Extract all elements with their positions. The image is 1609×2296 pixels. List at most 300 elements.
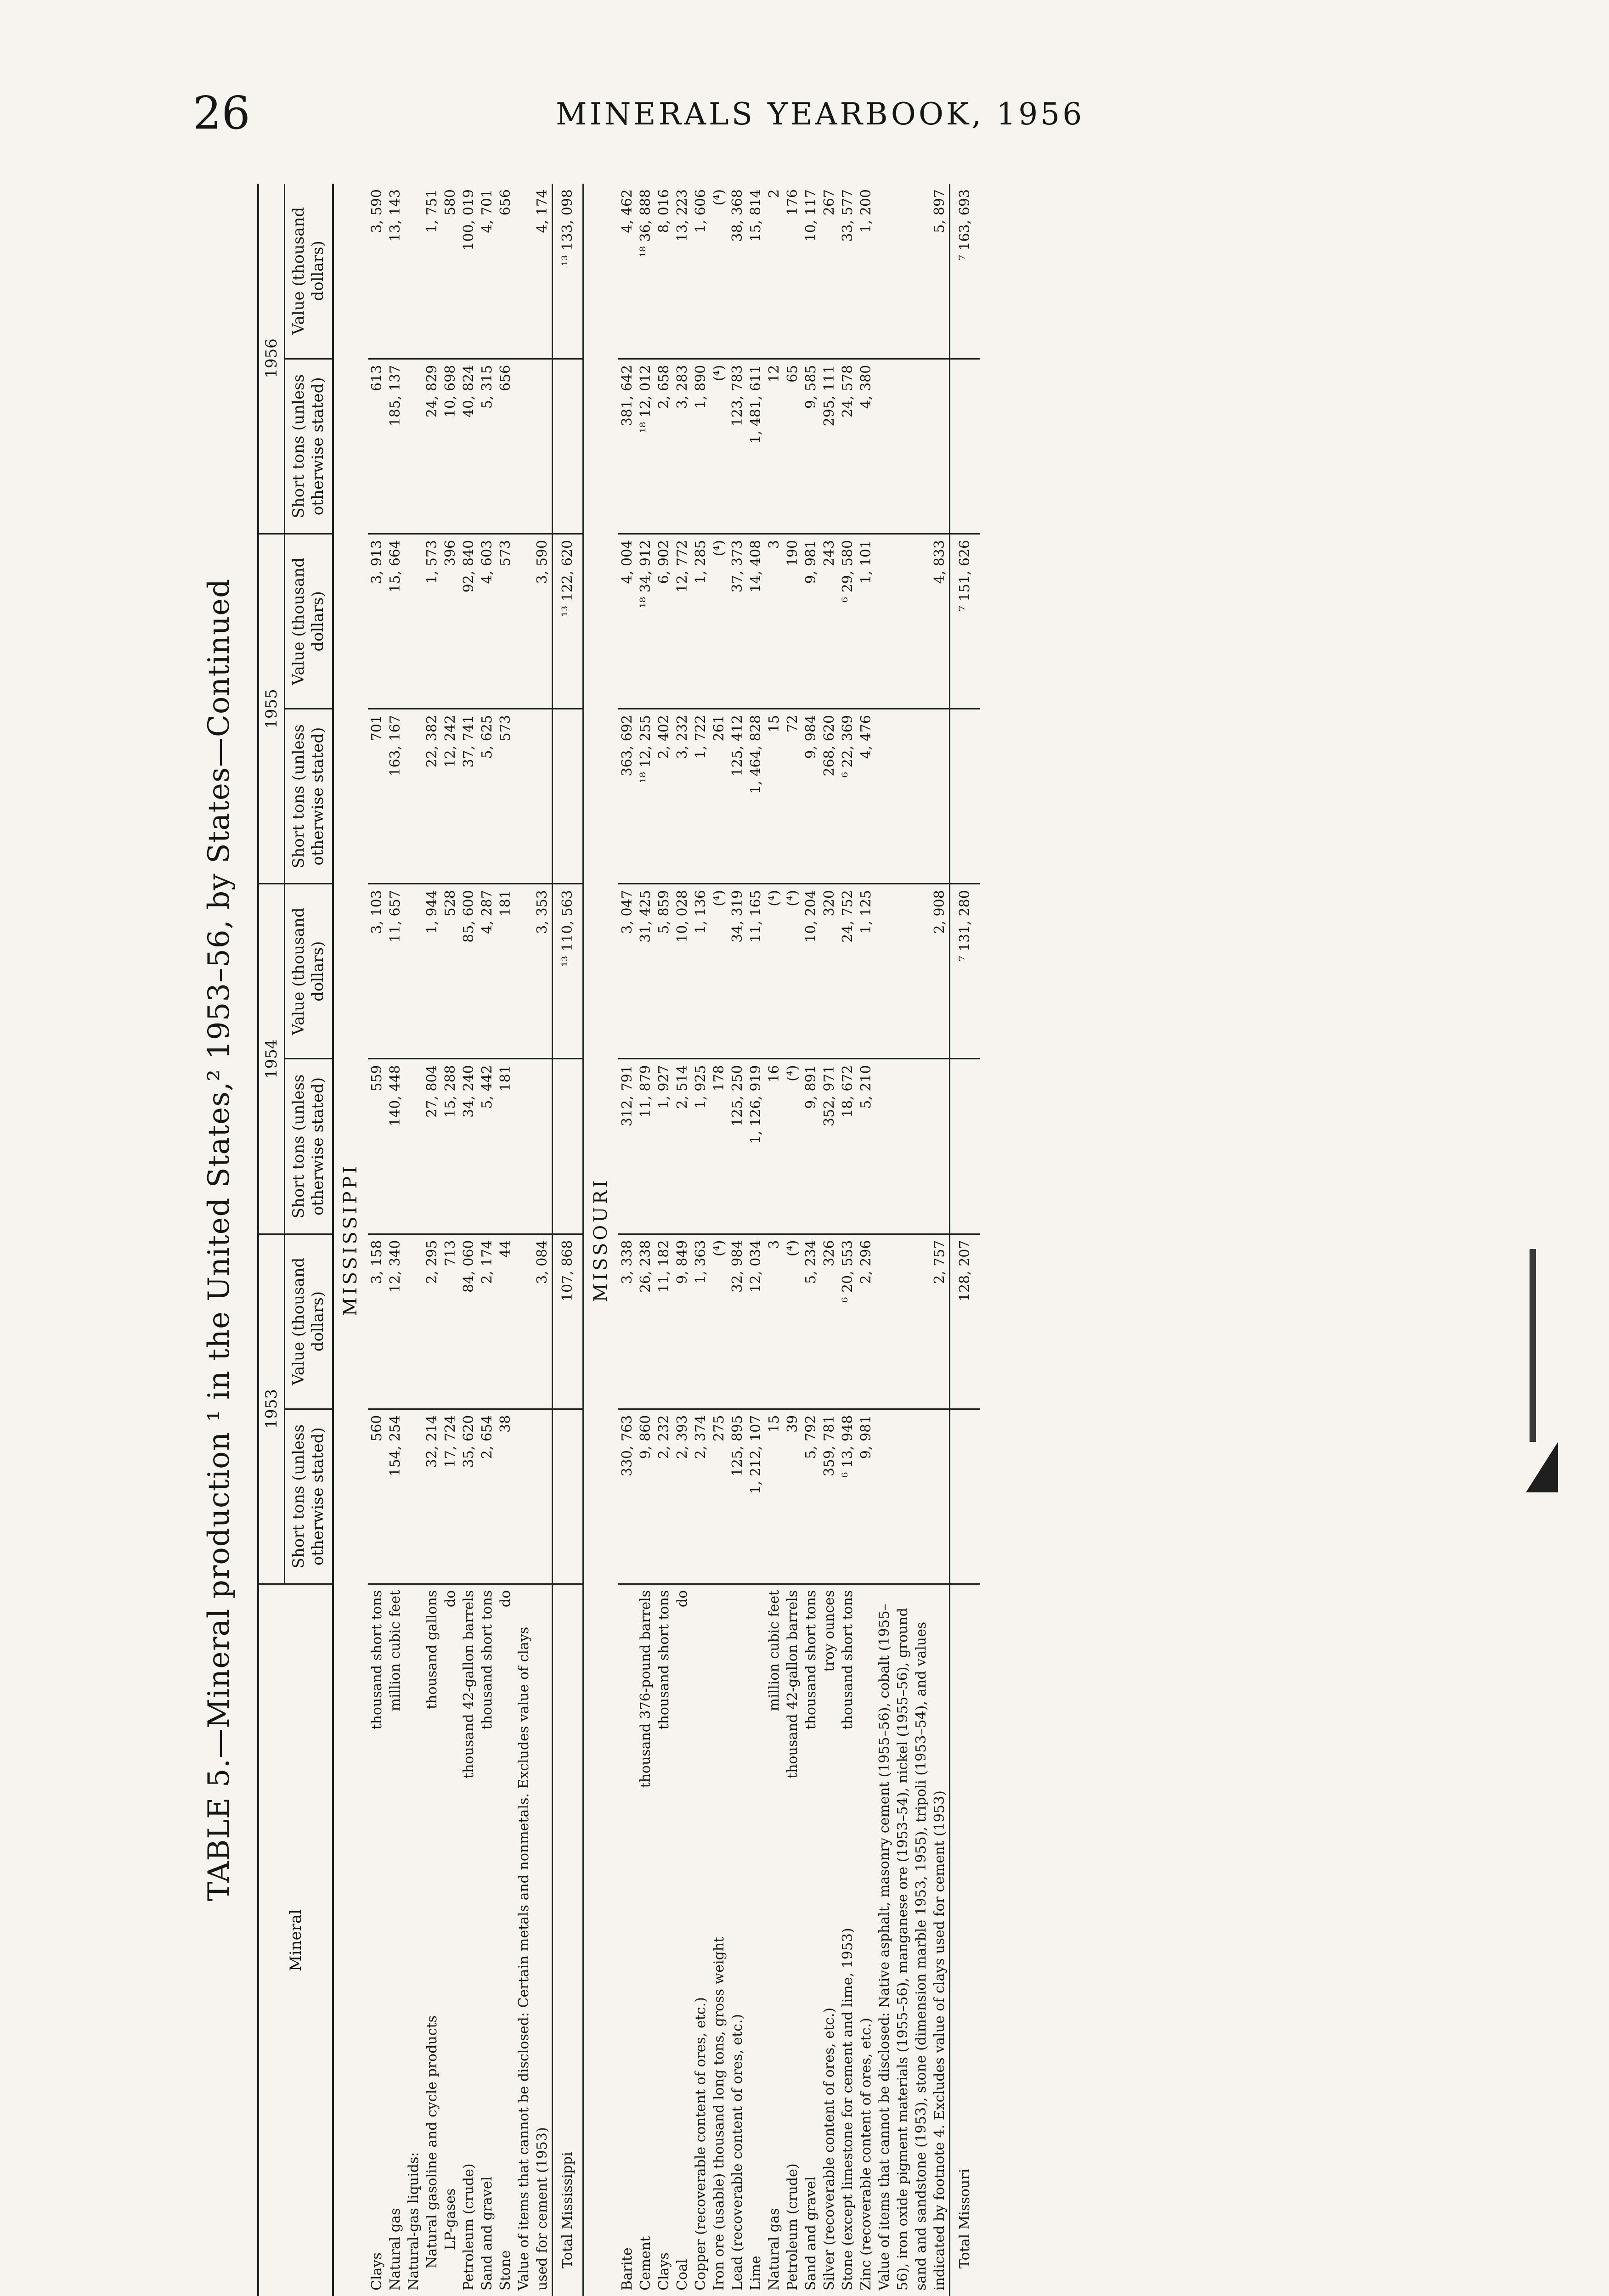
value-cell-1954: 2, 908 [875,884,950,1059]
mineral-unit: thousand short tons [368,1590,386,1733]
mineral-cell [875,1584,950,2296]
mineral-cell [820,1584,839,2296]
mineral-cell [497,1584,515,2296]
value-cell-1953: 326 [820,1234,839,1409]
quantity-cell-1956: 2, 658 [655,359,673,534]
year-header-row [258,184,285,2296]
quantity-cell-1956: (⁴) [710,359,728,534]
quantity-cell-1955: 22, 382 [423,709,441,884]
quantity-cell-1954 [875,1059,950,1234]
quantity-cell-1955 [875,709,950,884]
quantity-cell-1956: 12 [765,359,784,534]
mineral-name: Barite [619,2247,635,2290]
total-quantity-1953 [553,1409,584,1584]
value-cell-1953: 12, 034 [747,1234,765,1409]
quantity-cell-1956: 40, 824 [460,359,478,534]
table-row [802,184,820,2296]
mineral-name: Clays [656,2252,672,2290]
value-cell-1955: 12, 772 [673,534,692,709]
mineral-cell [784,1584,802,2296]
table-row [497,184,515,2296]
table-title: TABLE 5.—Mineral production ¹ in the United States,² 1953–56, by States—Continued [202,578,236,1902]
mineral-cell [441,1584,460,2296]
quantity-cell-1954: 181 [497,1059,515,1234]
mineral-name: Zinc (recoverable content of ores, etc.) [858,2018,874,2290]
quantity-cell-1956 [405,359,423,534]
value-cell-1954: 3, 353 [515,884,553,1059]
mineral-name: Stone [497,2250,514,2290]
quantity-cell-1956: 10, 698 [441,359,460,534]
mineral-name: Coal [674,2259,690,2290]
quantity-cell-1954: 16 [765,1059,784,1234]
mineral-name: Petroleum (crude) [461,2163,477,2290]
quantity-cell-1954: 5, 442 [478,1059,497,1234]
total-value-1956: ⁷ 163, 693 [950,184,980,359]
value-cell-1956: 5, 897 [875,184,950,359]
mineral-cell [710,1584,728,2296]
total-value-1954: ⁷ 131, 280 [950,884,980,1059]
value-cell-1954: (⁴) [784,884,802,1059]
value-cell-1955: 4, 603 [478,534,497,709]
table-row [692,184,710,2296]
mineral-name: Sand and gravel [479,2176,495,2290]
quantity-cell-1955: 701 [368,709,386,884]
quantity-cell-1955: 72 [784,709,802,884]
quantity-cell-1955: 1, 464, 828 [747,709,765,884]
value-cell-1954: 10, 204 [802,884,820,1059]
quantity-cell-1955: 37, 741 [460,709,478,884]
missouri-section [583,184,980,2296]
running-title: MINERALS YEARBOOK, 1956 [556,96,1085,132]
value-cell-1954: 5, 859 [655,884,673,1059]
mineral-unit: thousand gallons [423,1590,441,1712]
value-cell-1953: 12, 340 [386,1234,405,1409]
quantity-cell-1955 [515,709,553,884]
quantity-cell-1955: 1, 722 [692,709,710,884]
value-cell-1955: 37, 373 [728,534,747,709]
pencil-tip-mark [1526,1442,1558,1492]
value-cell-1955: 92, 840 [460,534,478,709]
quantity-cell-1954: 140, 448 [386,1059,405,1234]
value-cell-1953: (⁴) [710,1234,728,1409]
quantity-cell-1955: 3, 232 [673,709,692,884]
quantity-cell-1953: 32, 214 [423,1409,441,1584]
value-cell-1955: 9, 981 [802,534,820,709]
value-cell-1955: 3, 590 [515,534,553,709]
table-row [618,184,637,2296]
table-row [728,184,747,2296]
total-value-1955: ¹³ 122, 620 [553,534,584,709]
quantity-cell-1953: 9, 860 [637,1409,655,1584]
quantity-cell-1956: 123, 783 [728,359,747,534]
value-cell-1955: 1, 101 [857,534,875,709]
quantity-cell-1954 [405,1059,423,1234]
quantity-cell-1956: 381, 642 [618,359,637,534]
total-label: Total Mississippi [553,1584,584,2296]
quantity-cell-1954: 5, 210 [857,1059,875,1234]
value-cell-1953: 3, 158 [368,1234,386,1409]
mineral-cell [460,1584,478,2296]
value-cell-1954: 85, 600 [460,884,478,1059]
total-value-1953: 128, 207 [950,1234,980,1409]
mineral-cell [692,1584,710,2296]
mineral-unit: thousand short tons [802,1590,820,1733]
value-cell-1955: 4, 833 [875,534,950,709]
value-cell-1955: 15, 664 [386,534,405,709]
value-cell-1954: 11, 165 [747,884,765,1059]
value-cell-1954: 24, 752 [839,884,857,1059]
value-cell-1953: ⁶ 20, 553 [839,1234,857,1409]
mineral-unit: million cubic feet [765,1590,784,1714]
value-cell-1954: 320 [820,884,839,1059]
year-header-1956: 1956 [258,184,285,534]
pencil-mark [1530,1249,1536,1442]
value-cell-1953 [405,1234,423,1409]
value-cell-1956: 100, 019 [460,184,478,359]
value-cell-1956: 580 [441,184,460,359]
quantity-cell-1953: ⁶ 13, 948 [839,1409,857,1584]
subheader-quantity: Short tons (unless otherwise stated) [285,709,333,884]
mineral-cell [405,1584,423,2296]
quantity-cell-1955: 261 [710,709,728,884]
value-cell-1954 [405,884,423,1059]
value-cell-1954: 181 [497,884,515,1059]
mineral-cell [637,1584,655,2296]
year-header-1955: 1955 [258,534,285,884]
mineral-unit: thousand short tons [839,1590,857,1733]
value-cell-1956: 3, 590 [368,184,386,359]
quantity-cell-1953: 5, 792 [802,1409,820,1584]
value-cell-1953: 44 [497,1234,515,1409]
mineral-unit: thousand 42-gallon barrels [460,1590,478,1781]
value-cell-1956 [405,184,423,359]
section-title-missouri: MISSOURI [583,184,618,2296]
value-cell-1954: 3, 047 [618,884,637,1059]
value-cell-1956: 2 [765,184,784,359]
value-cell-1954: 1, 125 [857,884,875,1059]
value-cell-1955: (⁴) [710,534,728,709]
value-cell-1956: ¹⁸ 36, 888 [637,184,655,359]
table-row [673,184,692,2296]
subheader-value: Value (thousand dollars) [285,1234,333,1409]
mineral-name: Natural gasoline and cycle products [424,2015,440,2268]
quantity-cell-1956 [515,359,553,534]
quantity-cell-1956: 65 [784,359,802,534]
subheader-value: Value (thousand dollars) [285,184,333,359]
value-cell-1955: 573 [497,534,515,709]
value-cell-1954: 528 [441,884,460,1059]
mineral-unit: thousand 42-gallon barrels [784,1590,802,1781]
table-row [655,184,673,2296]
quantity-cell-1953: 2, 232 [655,1409,673,1584]
value-cell-1954: (⁴) [765,884,784,1059]
mineral-unit: do [441,1590,460,1610]
value-cell-1954: 31, 425 [637,884,655,1059]
quantity-cell-1953: 38 [497,1409,515,1584]
mineral-cell [747,1584,765,2296]
quantity-cell-1954: 178 [710,1059,728,1234]
quantity-cell-1953: 39 [784,1409,802,1584]
rotated-table-frame [202,184,1451,2296]
mineral-unit: million cubic feet [386,1590,405,1714]
quantity-cell-1955: 363, 692 [618,709,637,884]
table-row [515,184,553,2296]
quantity-cell-1955: 125, 412 [728,709,747,884]
quantity-cell-1953: 2, 393 [673,1409,692,1584]
quantity-cell-1953: 330, 763 [618,1409,637,1584]
total-row [950,184,980,2296]
value-cell-1955: 3, 913 [368,534,386,709]
table-row [784,184,802,2296]
quantity-cell-1955: ¹⁸ 12, 255 [637,709,655,884]
quantity-cell-1954: 34, 240 [460,1059,478,1234]
value-cell-1953: (⁴) [784,1234,802,1409]
year-header-1953: 1953 [258,1234,285,1584]
quantity-cell-1954: (⁴) [784,1059,802,1234]
total-quantity-1955 [950,709,980,884]
total-quantity-1956 [950,359,980,534]
quantity-cell-1956: 295, 111 [820,359,839,534]
quantity-cell-1953: 154, 254 [386,1409,405,1584]
table-row [875,184,950,2296]
subheader-value: Value (thousand dollars) [285,534,333,709]
value-cell-1953: 2, 174 [478,1234,497,1409]
quantity-cell-1955: 15 [765,709,784,884]
value-cell-1956: 267 [820,184,839,359]
table-row [405,184,423,2296]
value-cell-1955 [405,534,423,709]
mineral-cell [655,1584,673,2296]
total-value-1955: ⁷ 151, 626 [950,534,980,709]
total-row [553,184,584,2296]
quantity-cell-1953: 2, 654 [478,1409,497,1584]
quantity-cell-1954: 11, 879 [637,1059,655,1234]
mineral-name: Natural gas [387,2208,403,2290]
mineral-name: Stone (except limestone for cement and lime, 1953) [840,1928,856,2290]
total-value-1953: 107, 868 [553,1234,584,1409]
table-row [386,184,405,2296]
table-row [839,184,857,2296]
quantity-cell-1955: 9, 984 [802,709,820,884]
value-cell-1956: 1, 606 [692,184,710,359]
table-row [423,184,441,2296]
quantity-cell-1956: 185, 137 [386,359,405,534]
mineral-cell [765,1584,784,2296]
table-row [478,184,497,2296]
quantity-cell-1953: 275 [710,1409,728,1584]
quantity-cell-1954: 27, 804 [423,1059,441,1234]
quantity-cell-1956: 9, 585 [802,359,820,534]
mineral-cell [423,1584,441,2296]
quantity-cell-1955: 268, 620 [820,709,839,884]
quantity-cell-1955: 12, 242 [441,709,460,884]
table-row [710,184,728,2296]
table-row [637,184,655,2296]
total-value-1956: ¹³ 133, 098 [553,184,584,359]
quantity-cell-1955 [405,709,423,884]
value-cell-1954: 11, 657 [386,884,405,1059]
total-quantity-1954 [950,1059,980,1234]
value-cell-1953: 2, 757 [875,1234,950,1409]
value-cell-1956: 15, 814 [747,184,765,359]
value-cell-1955: 190 [784,534,802,709]
quantity-cell-1953 [875,1409,950,1584]
value-cell-1954: 3, 103 [368,884,386,1059]
section-title-row [583,184,618,2296]
page-number: 26 [193,87,250,140]
quantity-cell-1954: 1, 126, 919 [747,1059,765,1234]
quantity-cell-1953 [515,1409,553,1584]
value-cell-1953: 26, 238 [637,1234,655,1409]
quantity-cell-1954: 9, 891 [802,1059,820,1234]
quantity-cell-1954: 352, 971 [820,1059,839,1234]
total-label: Total Missouri [950,1584,980,2296]
mineral-unit: do [673,1590,692,1610]
mineral-name: Copper (recoverable content of ores, etc.) [693,1997,709,2290]
quantity-cell-1954 [515,1059,553,1234]
mineral-cell [839,1584,857,2296]
section-title-mississippi: MISSISSIPPI [340,1163,361,1317]
quantity-cell-1956: 1, 890 [692,359,710,534]
mineral-production-table [257,184,980,2296]
value-cell-1955: 1, 573 [423,534,441,709]
value-cell-1955: 1, 285 [692,534,710,709]
table-row [857,184,875,2296]
quantity-cell-1953 [405,1409,423,1584]
mineral-name: Sand and gravel [803,2176,819,2290]
table-row [460,184,478,2296]
mineral-cell [673,1584,692,2296]
mineral-name: Natural-gas liquids: [406,2152,422,2290]
total-quantity-1954 [553,1059,584,1234]
value-cell-1953: 3 [765,1234,784,1409]
mineral-name: Iron ore (usable) thousand long tons, gross weight [711,1936,727,2290]
value-cell-1953: 2, 296 [857,1234,875,1409]
value-cell-1956: 1, 751 [423,184,441,359]
value-cell-1956: 656 [497,184,515,359]
value-cell-1956: 1, 200 [857,184,875,359]
table-row [765,184,784,2296]
value-cell-1956: 38, 368 [728,184,747,359]
value-cell-1953: 3, 338 [618,1234,637,1409]
mineral-cell [515,1584,553,2296]
total-quantity-1955 [553,709,584,884]
quantity-cell-1955: 2, 402 [655,709,673,884]
quantity-cell-1954: 1, 927 [655,1059,673,1234]
quantity-cell-1954: 15, 288 [441,1059,460,1234]
total-quantity-1953 [950,1409,980,1584]
value-cell-1954: 4, 287 [478,884,497,1059]
quantity-cell-1954: 125, 250 [728,1059,747,1234]
quantity-cell-1954: 312, 791 [618,1059,637,1234]
table-row [441,184,460,2296]
mineral-name: Natural gas [766,2208,782,2290]
subheader-quantity: Short tons (unless otherwise stated) [285,1059,333,1234]
quantity-cell-1954: 1, 925 [692,1059,710,1234]
subheader-value: Value (thousand dollars) [285,884,333,1059]
value-cell-1955: 243 [820,534,839,709]
mineral-cell [478,1584,497,2296]
quantity-cell-1956: 24, 578 [839,359,857,534]
quantity-cell-1956: 613 [368,359,386,534]
quantity-cell-1956: 24, 829 [423,359,441,534]
mineral-cell [857,1584,875,2296]
mineral-name: Value of items that cannot be disclosed: Certain metals and nonmetals. Excludes value of clays used for cement (1953) [516,1626,550,2290]
value-cell-1953: 9, 849 [673,1234,692,1409]
value-cell-1956: 176 [784,184,802,359]
mineral-unit: troy ounces [820,1590,839,1675]
value-cell-1954: 1, 136 [692,884,710,1059]
value-cell-1953: 11, 182 [655,1234,673,1409]
quantity-cell-1953: 1, 212, 107 [747,1409,765,1584]
quantity-cell-1953: 560 [368,1409,386,1584]
mineral-name: Lead (recoverable content of ores, etc.) [729,2014,745,2290]
value-cell-1953: 32, 984 [728,1234,747,1409]
table-row [747,184,765,2296]
page-header [193,87,1433,147]
quantity-cell-1953: 2, 374 [692,1409,710,1584]
value-cell-1953: 713 [441,1234,460,1409]
mineral-name: Petroleum (crude) [785,2163,801,2290]
value-cell-1953: 2, 295 [423,1234,441,1409]
value-cell-1954: 34, 319 [728,884,747,1059]
table-row [368,184,386,2296]
subheader-quantity: Short tons (unless otherwise stated) [285,359,333,534]
value-cell-1953: 5, 234 [802,1234,820,1409]
quantity-cell-1955: 163, 167 [386,709,405,884]
value-cell-1954: 1, 944 [423,884,441,1059]
value-cell-1955: 14, 408 [747,534,765,709]
mineral-cell [386,1584,405,2296]
subheader-quantity: Short tons (unless otherwise stated) [285,1409,333,1584]
quantity-cell-1956: 3, 283 [673,359,692,534]
value-cell-1956: 33, 577 [839,184,857,359]
quantity-cell-1956: 1, 481, 611 [747,359,765,534]
mineral-cell [728,1584,747,2296]
mississippi-section [333,184,583,2296]
value-cell-1955: 3 [765,534,784,709]
value-cell-1954: 10, 028 [673,884,692,1059]
mineral-cell [368,1584,386,2296]
mineral-name: Lime [748,2256,764,2290]
mineral-unit: thousand short tons [478,1590,497,1733]
column-header-mineral: Mineral [258,1584,333,2296]
quantity-cell-1953: 35, 620 [460,1409,478,1584]
quantity-cell-1954: 18, 672 [839,1059,857,1234]
quantity-cell-1955: 573 [497,709,515,884]
quantity-cell-1953: 9, 981 [857,1409,875,1584]
value-cell-1956: 4, 462 [618,184,637,359]
quantity-cell-1956: ¹⁸ 12, 012 [637,359,655,534]
mineral-name: Value of items that cannot be disclosed: Native asphalt, masonry cement (1955–56), cobalt (1955–56), iron oxide pigment materials (1955–56), manganese ore (1953–54), nickel (1955–56), ground sand and sandstone (1953), stone (dimension marble 1953, 1955), tripoli (1953–54), and values indicated by footnote 4. Excludes value of clays used for cement (1953) [876,1604,948,2290]
value-cell-1953: 1, 363 [692,1234,710,1409]
value-cell-1955: 6, 902 [655,534,673,709]
quantity-cell-1953: 125, 895 [728,1409,747,1584]
total-quantity-1956 [553,359,584,534]
mineral-cell [802,1584,820,2296]
quantity-cell-1953: 17, 724 [441,1409,460,1584]
mineral-name: Cement [638,2236,654,2290]
mineral-name: Silver (recoverable content of ores, etc.) [821,2007,837,2290]
value-cell-1956: 4, 174 [515,184,553,359]
value-cell-1956: 13, 143 [386,184,405,359]
section-title-row [333,184,368,2296]
quantity-cell-1956: 5, 315 [478,359,497,534]
quantity-cell-1953: 15 [765,1409,784,1584]
mineral-unit: thousand short tons [655,1590,673,1733]
rotated-table [202,184,1451,2296]
value-cell-1953: 3, 084 [515,1234,553,1409]
